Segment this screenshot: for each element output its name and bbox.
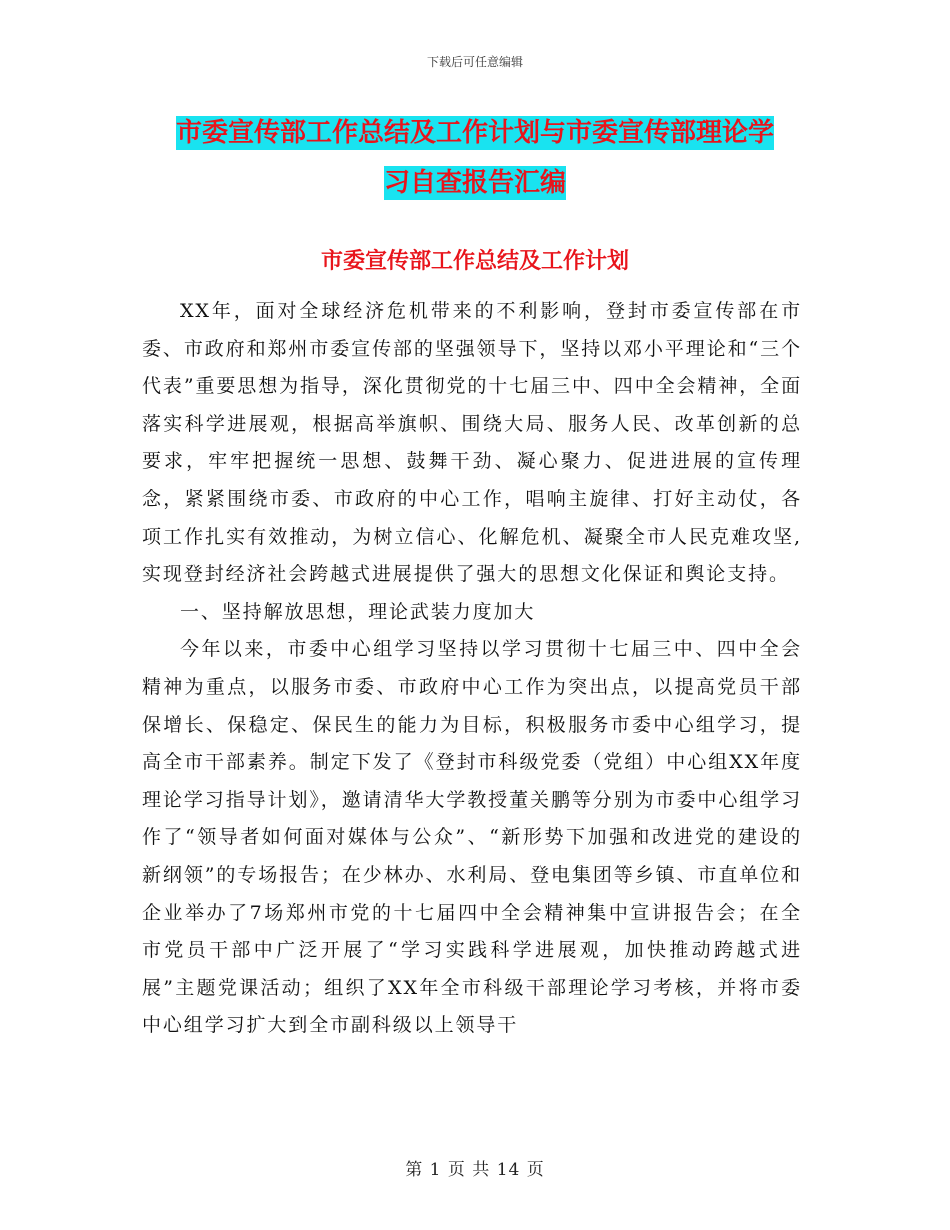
paragraph-intro: XX年，面对全球经济危机带来的不利影响，登封市委宣传部在市委、市政府和郑州市委宣传部的坚强领导下，坚持以邓小平理论和“三个代表”重要思想为指导，深化贯彻党的十七届三中、四中全会精神，全面落实科学进展观，根据高举旗帜、围绕大局、服务人民、改革创新的总要求，牢牢把握统一思想、鼓舞干劲、凝心聚力、促进进展的宣传理念，紧紧围绕市委、市政府的中心工作，唱响主旋律、打好主动仗，各项工作扎实有效推动，为树立信心、化解危机、凝聚全市人民克难攻坚,实现登封经济社会跨越式进展提供了强大的思想文化保证和舆论支持。 [142,300,802,586]
page-number: 第 1 页 共 14 页 [405,1160,545,1180]
paragraph-heading-1: 一、坚持解放思想，理论武装力度加大 [180,600,536,623]
paragraph-theory-study: 今年以来，市委中心组学习坚持以学习贯彻十七届三中、四中全会精神为重点，以服务市委、市政府中心工作为突出点，以提高党员干部保增长、保稳定、保民生的能力为目标，积极服务市委中心组学习，提高全市干部素养。制定下发了《登封市科级党委（党组）中心组XX年度理论学习指导计划》，邀请清华大学教授董关鹏等分别为市委中心组学习作了“领导者如何面对媒体与公众”、“新形势下加强和改进党的建设的新纲领”的专场报告；在少林办、水利局、登电集团等乡镇、市直单位和企业举办了7场郑州市党的十七届四中全会精神集中宣讲报告会；在全市党员干部中广泛开展了“学习实践科学进展观，加快推动跨越式进展”主题党课活动；组织了XX年全市科级干部理论学习考核，并将市委中心组学习扩大到全市副科级以上领导干 [142,638,802,1037]
document-title-line-1: 市委宣传部工作总结及工作计划与市委宣传部理论学 [175,118,774,148]
header-note: 下载后可任意编辑 [426,55,523,69]
document-title [0,108,950,208]
document-body [142,293,802,1045]
document-title-line-2: 习自查报告汇编 [383,168,566,198]
section-title: 市委宣传部工作总结及工作计划 [320,249,629,274]
